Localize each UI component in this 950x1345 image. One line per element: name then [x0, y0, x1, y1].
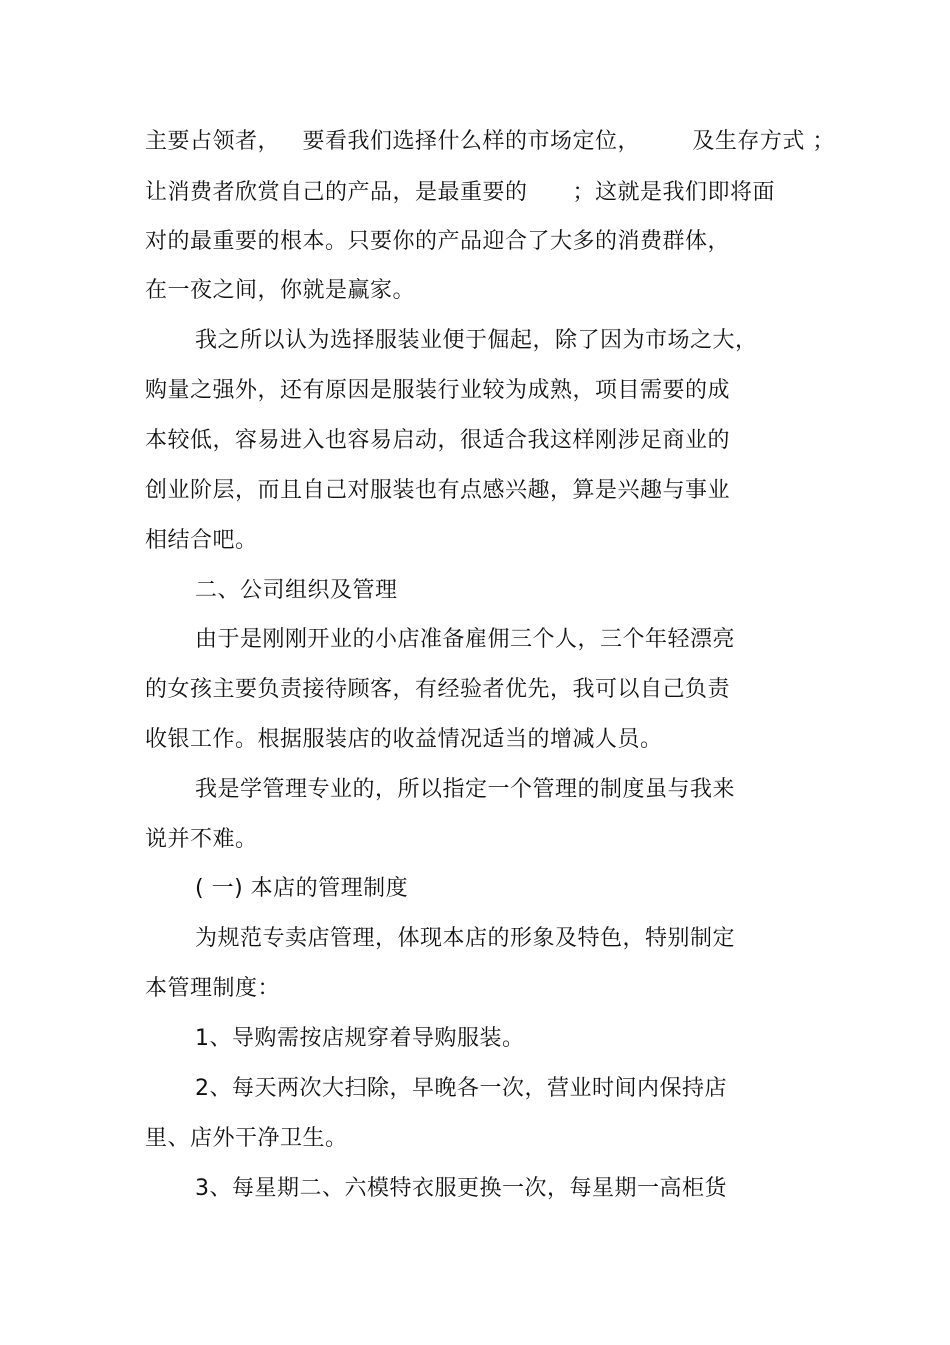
text-line: 为规范专卖店管理，体现本店的形象及特色，特别制定 [195, 926, 736, 951]
text-line: 购量之强外，还有原因是服装行业较为成熟，项目需要的成 [145, 378, 731, 403]
text-line: 在一夜之间，你就是赢家。 [145, 278, 416, 303]
text-line: 相结合吧。 [145, 528, 258, 553]
text-line: 说并不难。 [145, 827, 258, 852]
subsection-heading: ( 一) 本店的管理制度 [195, 876, 409, 901]
text-line: 创业阶层，而且自己对服装也有点感兴趣，算是兴趣与事业 [145, 478, 731, 503]
text-line: 由于是刚刚开业的小店准备雇佣三个人，三个年轻漂亮 [195, 627, 736, 652]
text-line: 我之所以认为选择服装业便于倔起，除了因为市场之大， [195, 328, 758, 353]
text-line: 对的最重要的根本。只要你的产品迎合了大多的消费群体， [145, 229, 731, 254]
section-heading: 二、公司组织及管理 [195, 578, 398, 603]
list-item: 1、导购需按店规穿着导购服装。 [195, 1026, 525, 1051]
text-line: 里、店外干净卫生。 [145, 1126, 348, 1151]
text-line: 本管理制度： [145, 976, 281, 1001]
list-item: 2、每天两次大扫除，早晚各一次，营业时间内保持店 [195, 1076, 727, 1101]
list-item: 3、每星期二、六模特衣服更换一次，每星期一高柜货 [195, 1176, 727, 1201]
text-line: 我是学管理专业的，所以指定一个管理的制度虽与我来 [195, 777, 736, 802]
text-line: 收银工作。根据服装店的收益情况适当的增减人员。 [145, 727, 663, 752]
text-line: 让消费者欣赏自己的产品，是最重要的 ；这就是我们即将面 [145, 180, 775, 205]
text-line: 的女孩主要负责接待顾客，有经验者优先，我可以自己负责 [145, 677, 731, 702]
text-line: 主要占领者， 要看我们选择什么样的市场定位， 及生存方式 ； [145, 129, 835, 154]
text-line: 本较低，容易进入也容易启动，很适合我这样刚涉足商业的 [145, 428, 731, 453]
